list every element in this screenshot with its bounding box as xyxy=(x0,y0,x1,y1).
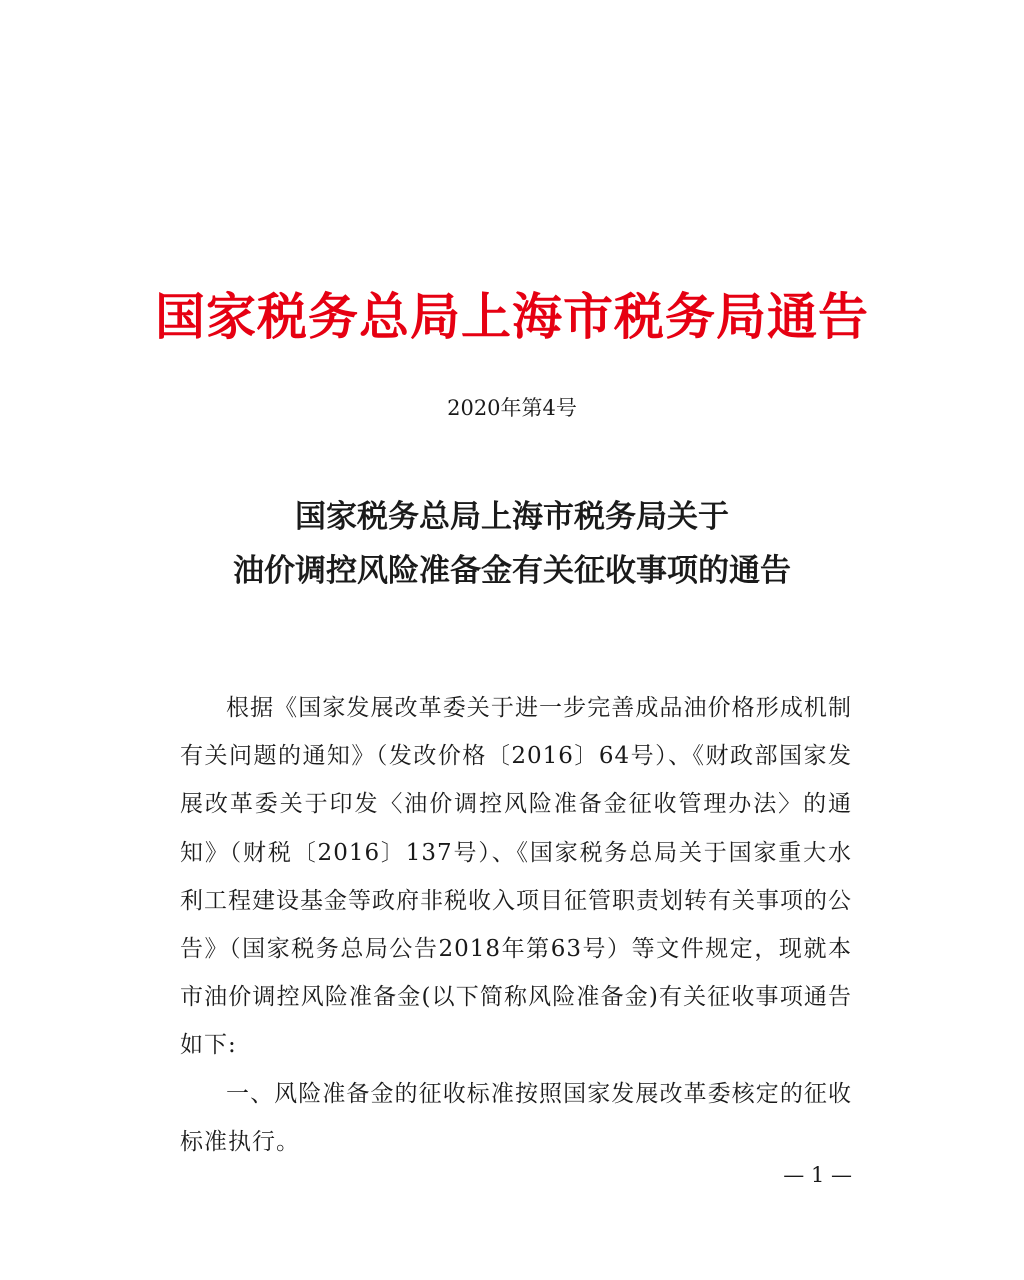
issuer-header-title: 国家税务总局上海市税务局通告 xyxy=(155,287,869,346)
page-number: — 1 — xyxy=(783,1163,852,1187)
subject-line-1: 国家税务总局上海市税务局关于 xyxy=(295,499,729,535)
subject-line-2: 油价调控风险准备金有关征收事项的通告 xyxy=(233,553,791,589)
document-body xyxy=(180,684,852,1166)
body-paragraph: 根据《国家发展改革委关于进一步完善成品油价格形成机制有关问题的通知》（发改价格〔2016〕64号）、《财政部国家发展改革委关于印发〈油价调控风险准备金征收管理办法〉的通知》（财税〔2016〕137号）、《国家税务总局关于国家重大水利工程建设基金等政府非税收入项目征管职责划转有关事项的公告》（国家税务总局公告2018年第63号）等文件规定，现就本市油价调控风险准备金(以下简称风险准备金)有关征收事项通告如下: xyxy=(180,695,852,1059)
body-paragraph: 一、风险准备金的征收标准按照国家发展改革委核定的征收标准执行。 xyxy=(180,1080,852,1155)
document-number: 2020年第4号 xyxy=(447,396,577,420)
document-subject xyxy=(0,490,1024,598)
